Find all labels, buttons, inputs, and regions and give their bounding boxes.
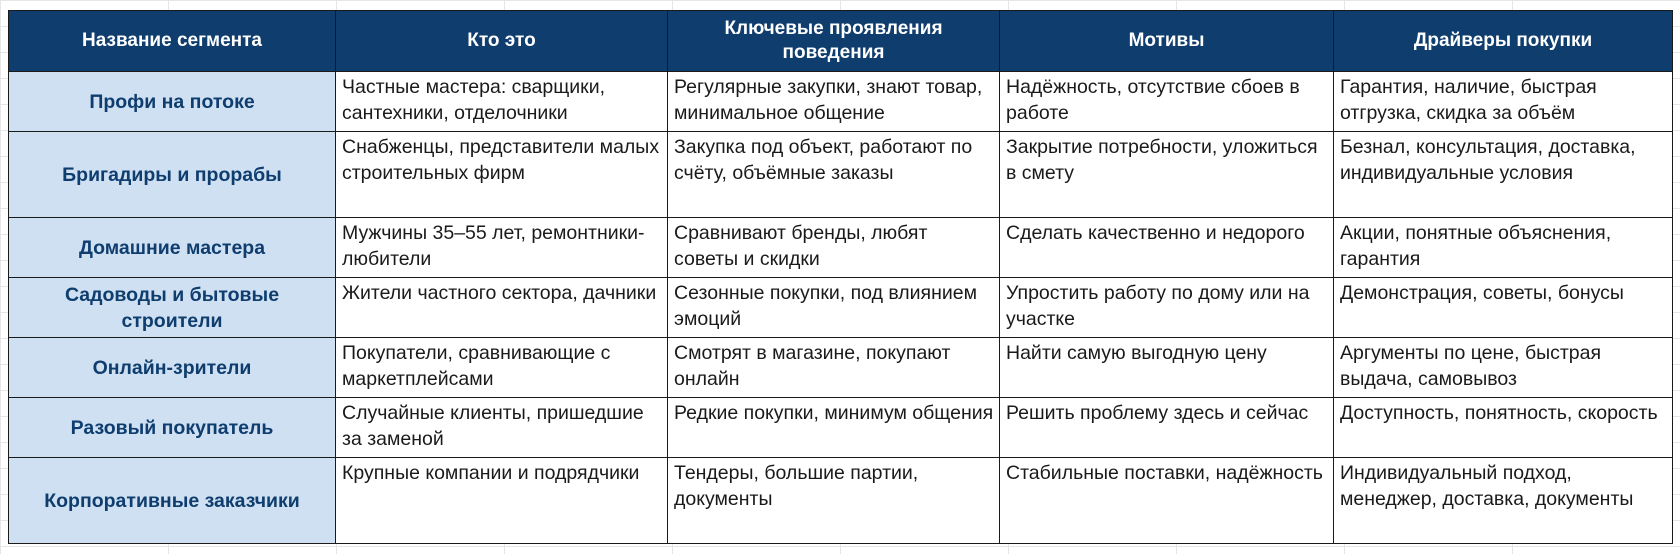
header-cell-segment-name[interactable]: Название сегмента [9,11,336,72]
who-cell[interactable]: Крупные компании и подрядчики [336,458,668,544]
drivers-cell[interactable]: Аргументы по цене, быстрая выдача, самовывоз [1334,338,1673,398]
segment-name-cell[interactable]: Бригадиры и прорабы [9,132,336,218]
table-row [9,72,1673,132]
drivers-cell[interactable]: Доступность, понятность, скорость [1334,398,1673,458]
who-cell[interactable]: Случайные клиенты, пришедшие за заменой [336,398,668,458]
table-row [9,338,1673,398]
segments-table [8,10,1673,544]
drivers-cell[interactable]: Индивидуальный подход, менеджер, доставка, документы [1334,458,1673,544]
table-row [9,458,1673,544]
motives-cell[interactable]: Найти самую выгодную цену [1000,338,1334,398]
behavior-cell[interactable]: Сезонные покупки, под влиянием эмоций [668,278,1000,338]
behavior-cell[interactable]: Регулярные закупки, знают товар, минимальное общение [668,72,1000,132]
who-cell[interactable]: Жители частного сектора, дачники [336,278,668,338]
behavior-cell[interactable]: Тендеры, большие партии, документы [668,458,1000,544]
drivers-cell[interactable]: Акции, понятные объяснения, гарантия [1334,218,1673,278]
behavior-cell[interactable]: Закупка под объект, работают по счёту, объёмные заказы [668,132,1000,218]
segment-name-cell[interactable]: Корпоративные заказчики [9,458,336,544]
motives-cell[interactable]: Сделать качественно и недорого [1000,218,1334,278]
who-cell[interactable]: Мужчины 35–55 лет, ремонтники-любители [336,218,668,278]
behavior-cell[interactable]: Редкие покупки, минимум общения [668,398,1000,458]
behavior-cell[interactable]: Смотрят в магазине, покупают онлайн [668,338,1000,398]
motives-cell[interactable]: Упростить работу по дому или на участке [1000,278,1334,338]
drivers-cell[interactable]: Безнал, консультация, доставка, индивидуальные условия [1334,132,1673,218]
drivers-cell[interactable]: Демонстрация, советы, бонусы [1334,278,1673,338]
segment-name-cell[interactable]: Разовый покупатель [9,398,336,458]
segment-name-cell[interactable]: Онлайн-зрители [9,338,336,398]
table-row [9,398,1673,458]
who-cell[interactable]: Снабженцы, представители малых строительных фирм [336,132,668,218]
header-cell-motives[interactable]: Мотивы [1000,11,1334,72]
motives-cell[interactable]: Решить проблему здесь и сейчас [1000,398,1334,458]
motives-cell[interactable]: Надёжность, отсутствие сбоев в работе [1000,72,1334,132]
who-cell[interactable]: Покупатели, сравнивающие с маркетплейсами [336,338,668,398]
drivers-cell[interactable]: Гарантия, наличие, быстрая отгрузка, скидка за объём [1334,72,1673,132]
motives-cell[interactable]: Стабильные поставки, надёжность [1000,458,1334,544]
segment-name-cell[interactable]: Садоводы и бытовые строители [9,278,336,338]
behavior-cell[interactable]: Сравнивают бренды, любят советы и скидки [668,218,1000,278]
table-row [9,132,1673,218]
segment-name-cell[interactable]: Домашние мастера [9,218,336,278]
table-row [9,218,1673,278]
header-cell-who[interactable]: Кто это [336,11,668,72]
motives-cell[interactable]: Закрытие потребности, уложиться в смету [1000,132,1334,218]
header-cell-behavior[interactable]: Ключевые проявления поведения [668,11,1000,72]
segment-name-cell[interactable]: Профи на потоке [9,72,336,132]
spreadsheet-sheet [8,10,1672,544]
header-row [9,11,1673,72]
who-cell[interactable]: Частные мастера: сварщики, сантехники, отделочники [336,72,668,132]
table-row [9,278,1673,338]
header-cell-drivers[interactable]: Драйверы покупки [1334,11,1673,72]
